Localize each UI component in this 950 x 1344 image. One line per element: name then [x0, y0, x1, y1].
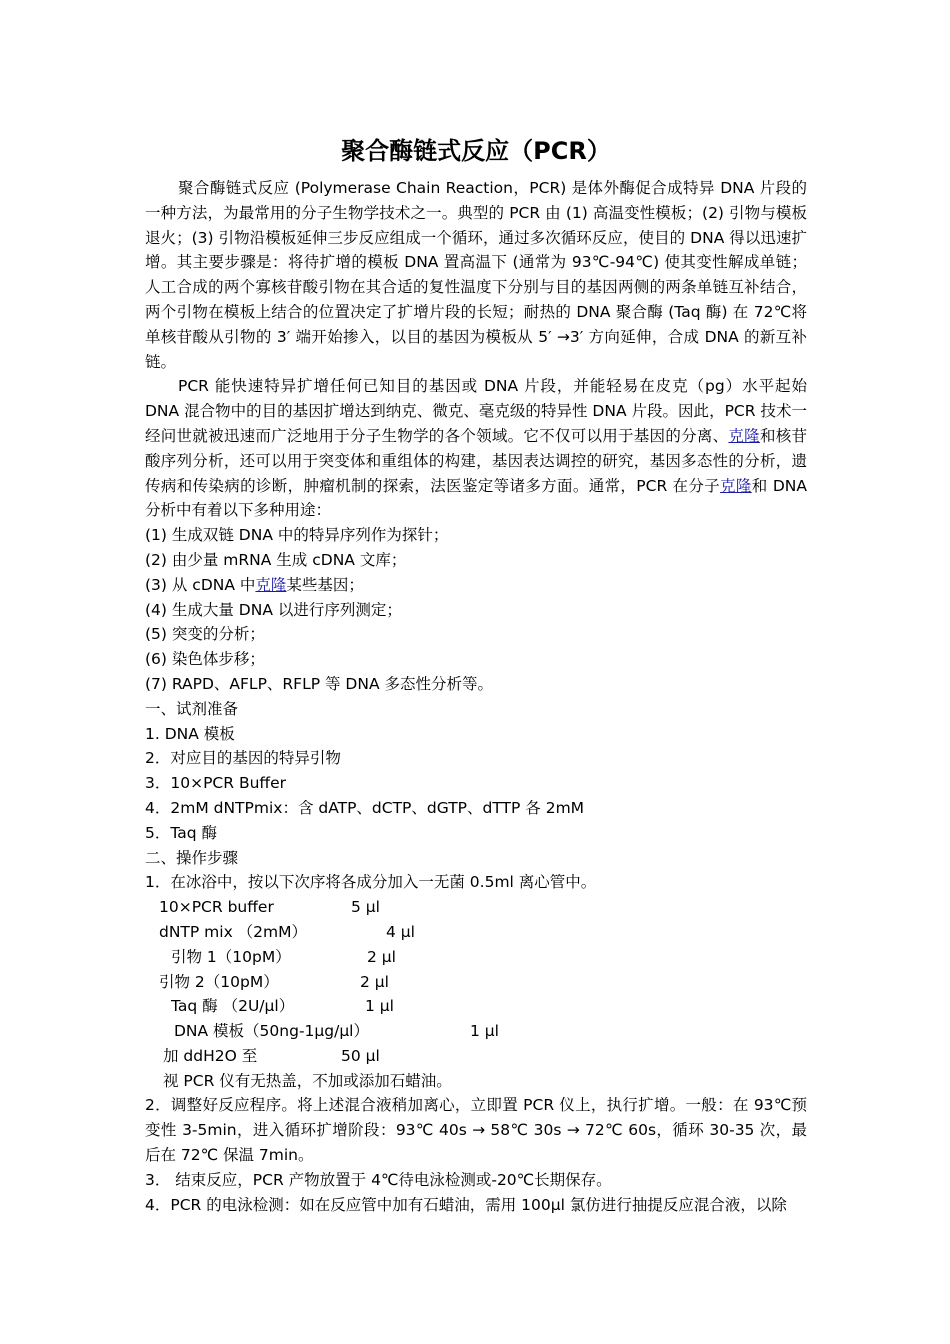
reagent-item-1: 1. DNA 模板 — [145, 724, 235, 743]
section-heading-reagents: 一、试剂准备 — [145, 699, 239, 718]
reagent-item-2: 2．对应目的基因的特异引物 — [145, 749, 341, 768]
use-item-4: (4) 生成大量 DNA 以进行序列测定； — [145, 600, 402, 619]
reagent-item-3: 3．10×PCR Buffer — [145, 774, 286, 793]
use-item-2: (2) 由少量 mRNA 生成 cDNA 文库； — [145, 550, 407, 569]
recipe-volume: 1 μl — [470, 1022, 499, 1041]
recipe-row — [145, 970, 807, 995]
page-title: 聚合酶链式反应（PCR） — [341, 137, 611, 165]
use-item-3-text-b: 某些基因； — [286, 575, 364, 594]
intro-paragraph-2-text-a: PCR 能快速特异扩增任何已知目的基因或 DNA 片段，并能轻易在皮克（pg）水平起始 DNA 混合物中的目的基因扩增达到纳克、微克、毫克级的特异性 DNA 片段。因此，PCR 技术一经问世就被迅速而广泛地用于分子生物学的各个领域。它不仅可以用于基因的分离、 — [145, 377, 807, 445]
recipe-row — [145, 895, 807, 920]
use-item-6: (6) 染色体步移； — [145, 650, 265, 669]
recipe-volume: 4 μl — [386, 922, 415, 941]
recipe-component: dNTP mix （2mM） — [159, 922, 308, 941]
clone-link-1[interactable]: 克隆 — [728, 426, 760, 445]
recipe-row — [145, 1019, 807, 1044]
recipe-note: 视 PCR 仪有无热盖，不加或添加石蜡油。 — [163, 1071, 452, 1090]
recipe-volume: 2 μl — [360, 972, 389, 991]
clone-link-3[interactable]: 克隆 — [255, 575, 287, 594]
use-item-7: (7) RAPD、AFLP、RFLP 等 DNA 多态性分析等。 — [145, 674, 493, 693]
procedure-step-4: 4．PCR 的电泳检测：如在反应管中加有石蜡油，需用 100μl 氯仿进行抽提反应混合液，以除 — [145, 1195, 787, 1214]
use-item-3-text-a: (3) 从 cDNA 中 — [145, 575, 256, 594]
reagent-item-4: 4．2mM dNTPmix：含 dATP、dCTP、dGTP、dTTP 各 2mM — [145, 798, 585, 817]
recipe-row — [145, 1044, 807, 1069]
intro-paragraph-2-text-c: 和 DNA 分析中有着以下多种用途： — [145, 476, 807, 520]
reagent-item-5: 5．Taq 酶 — [145, 823, 218, 842]
recipe-row — [145, 945, 807, 970]
recipe-component: Taq 酶 （2U/μl） — [171, 997, 295, 1016]
recipe-volume: 1 μl — [365, 997, 394, 1016]
recipe-row — [145, 920, 807, 945]
intro-paragraph-1: 聚合酶链式反应 (Polymerase Chain Reaction，PCR) 是体外酶促合成特异 DNA 片段的一种方法，为最常用的分子生物学技术之一。典型的 PCR 由 (1) 高温变性模板；(2) 引物与模板退火；(3) 引物沿模板延伸三步反应组成一个循环，通过多次循环反应，使目的 DNA 得以迅速扩增。其主要步骤是：将待扩增的模板 DNA 置高温下 (通常为 93℃-94℃) 使其变性解成单链；人工合成的两个寡核苷酸引物在其合适的复性温度下分别与目的基因两侧的两条单链互补结合，两个引物在模板上结合的位置决定了扩增片段的长短；耐热的 DNA 聚合酶 (Taq 酶) 在 72℃将单核苷酸从引物的 3′ 端开始掺入，以目的基因为模板从 5′ →3′ 方向延伸，合成 DNA 的新互补链。 — [145, 179, 807, 371]
recipe-table — [145, 895, 807, 1069]
recipe-volume: 50 μl — [341, 1046, 380, 1065]
section-heading-procedure: 二、操作步骤 — [145, 848, 239, 867]
recipe-volume: 2 μl — [367, 947, 396, 966]
use-item-3 — [145, 573, 807, 598]
intro-paragraph-2 — [145, 374, 807, 523]
use-item-1: (1) 生成双链 DNA 中的特异序列作为探针； — [145, 526, 449, 545]
recipe-row — [145, 994, 807, 1019]
recipe-component: 引物 2（10pM） — [159, 972, 279, 991]
procedure-step-3: 3． 结束反应，PCR 产物放置于 4℃待电泳检测或-20℃长期保存。 — [145, 1170, 612, 1189]
use-item-5: (5) 突变的分析； — [145, 625, 265, 644]
document-body — [145, 138, 807, 1217]
recipe-component: DNA 模板（50ng-1μg/μl） — [174, 1022, 369, 1041]
recipe-component: 引物 1（10pM） — [171, 947, 291, 966]
procedure-step-2: 2．调整好反应程序。将上述混合液稍加离心，立即置 PCR 仪上，执行扩增。一般：在 93℃预变性 3-5min，进入循环扩增阶段：93℃ 40s → 58℃ 30s → 72℃ 60s，循环 30-35 次，最后在 72℃ 保温 7min。 — [145, 1096, 807, 1165]
recipe-volume: 5 μl — [351, 898, 380, 917]
recipe-component: 10×PCR buffer — [159, 898, 274, 917]
intro-paragraph-2-text-b: 和核苷酸序列分析，还可以用于突变体和重组体的构建，基因表达调控的研究，基因多态性的分析，遗传病和传染病的诊断，肿瘤机制的探索，法医鉴定等诸多方面。通常，PCR 在分子 — [145, 426, 807, 495]
clone-link-2[interactable]: 克隆 — [720, 476, 752, 495]
recipe-component: 加 ddH2O 至 — [163, 1046, 258, 1065]
procedure-step-1: 1．在冰浴中，按以下次序将各成分加入一无菌 0.5ml 离心管中。 — [145, 873, 597, 892]
